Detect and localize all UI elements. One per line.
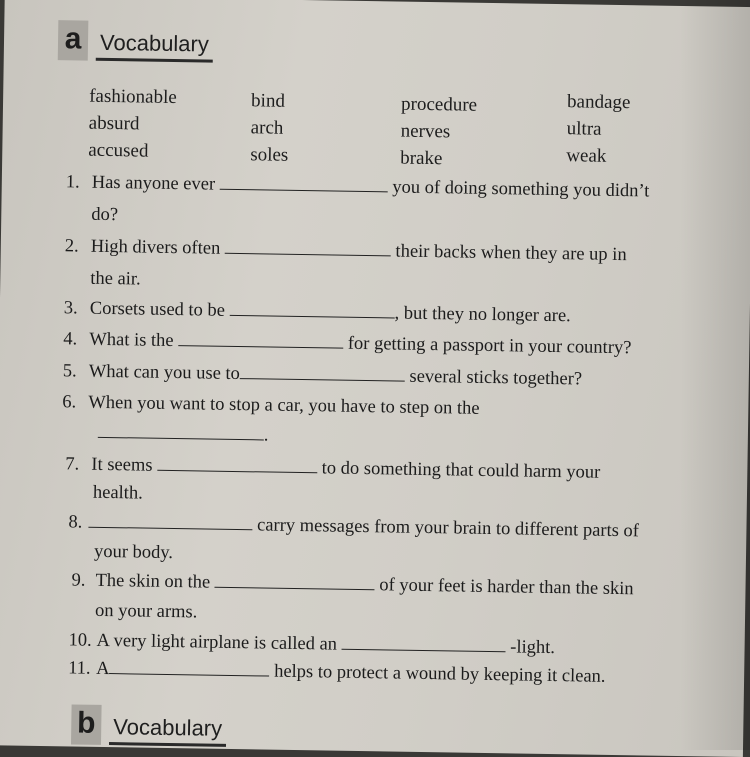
question-text: A very light airplane is called an — [96, 630, 338, 655]
question-9-continued: on your arms. — [94, 600, 198, 623]
question-number: 6. — [62, 392, 77, 413]
question-4 — [63, 329, 631, 359]
word: ultra — [566, 118, 602, 140]
question-text: their backs when they are up in — [395, 241, 627, 266]
answer-blank[interactable] — [215, 573, 375, 591]
question-8 — [68, 512, 639, 542]
word-bank-col-4 — [566, 88, 631, 170]
section-b-letter: b — [71, 704, 102, 744]
question-2-continued: the air. — [90, 268, 141, 290]
section-b-title: Vocabulary — [109, 714, 226, 747]
question-text: When you want to stop a car, you have to step on the — [88, 392, 480, 419]
question-text: several sticks together? — [409, 366, 583, 390]
word-bank-col-2 — [250, 87, 289, 169]
section-b-header — [71, 704, 226, 746]
question-number: 8. — [68, 512, 83, 533]
word: fashionable — [89, 85, 177, 109]
word-bank-col-3 — [400, 91, 477, 173]
question-text: for getting a passport in your country? — [347, 333, 632, 359]
question-10 — [68, 630, 555, 659]
question-7-continued: health. — [92, 482, 143, 504]
word: brake — [400, 147, 443, 170]
question-1-continued: do? — [91, 204, 119, 226]
question-text: of your feet is harder than the skin — [379, 575, 634, 600]
question-3 — [64, 298, 571, 327]
word-bank-col-1 — [88, 83, 177, 165]
question-1 — [66, 172, 650, 202]
question-text: . — [263, 425, 269, 446]
answer-blank[interactable] — [88, 513, 252, 531]
answer-blank[interactable] — [178, 331, 343, 349]
question-number: 9. — [71, 570, 86, 591]
question-text: Has anyone ever — [91, 172, 216, 195]
question-text: helps to protect a wound by keeping it clean. — [274, 661, 606, 687]
word: procedure — [400, 93, 478, 116]
word: bind — [250, 90, 286, 112]
question-number: 3. — [63, 298, 78, 319]
answer-blank[interactable] — [230, 301, 395, 319]
question-number: 1. — [65, 172, 80, 193]
answer-blank[interactable] — [342, 635, 506, 653]
question-number: 5. — [62, 361, 77, 382]
question-number: 11. — [68, 658, 91, 679]
question-text: , but they no longer are. — [394, 303, 571, 327]
word-bank — [88, 83, 689, 170]
question-8-continued: your body. — [93, 541, 174, 564]
question-text: What can you use to — [88, 361, 241, 385]
answer-blank[interactable] — [157, 456, 317, 474]
question-text: you of doing something you didn’t — [392, 177, 650, 202]
answer-blank[interactable] — [98, 423, 264, 441]
question-text: High divers often — [90, 236, 221, 259]
section-a-header — [58, 20, 213, 62]
question-11 — [68, 658, 606, 687]
answer-blank[interactable] — [109, 659, 269, 677]
question-number: 7. — [65, 454, 80, 475]
question-2 — [65, 236, 627, 266]
question-number: 10. — [68, 630, 92, 651]
question-text: The skin on the — [95, 570, 211, 593]
section-a-title: Vocabulary — [96, 30, 213, 63]
question-text: What is the — [89, 329, 174, 352]
word: absurd — [88, 112, 140, 135]
answer-blank[interactable] — [225, 239, 391, 257]
question-text: -light. — [510, 637, 556, 659]
question-text: Corsets used to be — [89, 298, 226, 321]
word: weak — [566, 145, 607, 167]
answer-blank[interactable] — [220, 175, 388, 193]
word: arch — [250, 117, 284, 139]
word: accused — [88, 139, 149, 162]
question-text: to do something that could harm your — [321, 458, 601, 483]
question-text: It seems — [91, 454, 153, 476]
word: soles — [250, 144, 289, 166]
word: bandage — [566, 91, 631, 114]
question-6-continued — [98, 423, 269, 447]
question-6 — [62, 392, 480, 420]
question-9 — [71, 570, 633, 600]
question-5 — [63, 361, 583, 390]
answer-blank[interactable] — [240, 364, 405, 382]
section-a-letter: a — [58, 20, 89, 60]
question-7 — [65, 454, 600, 483]
question-text: carry messages from your brain to different parts of — [256, 515, 640, 542]
question-number: 4. — [63, 329, 78, 350]
word: nerves — [400, 120, 451, 143]
question-text: A — [96, 658, 110, 680]
question-number: 2. — [64, 236, 79, 257]
